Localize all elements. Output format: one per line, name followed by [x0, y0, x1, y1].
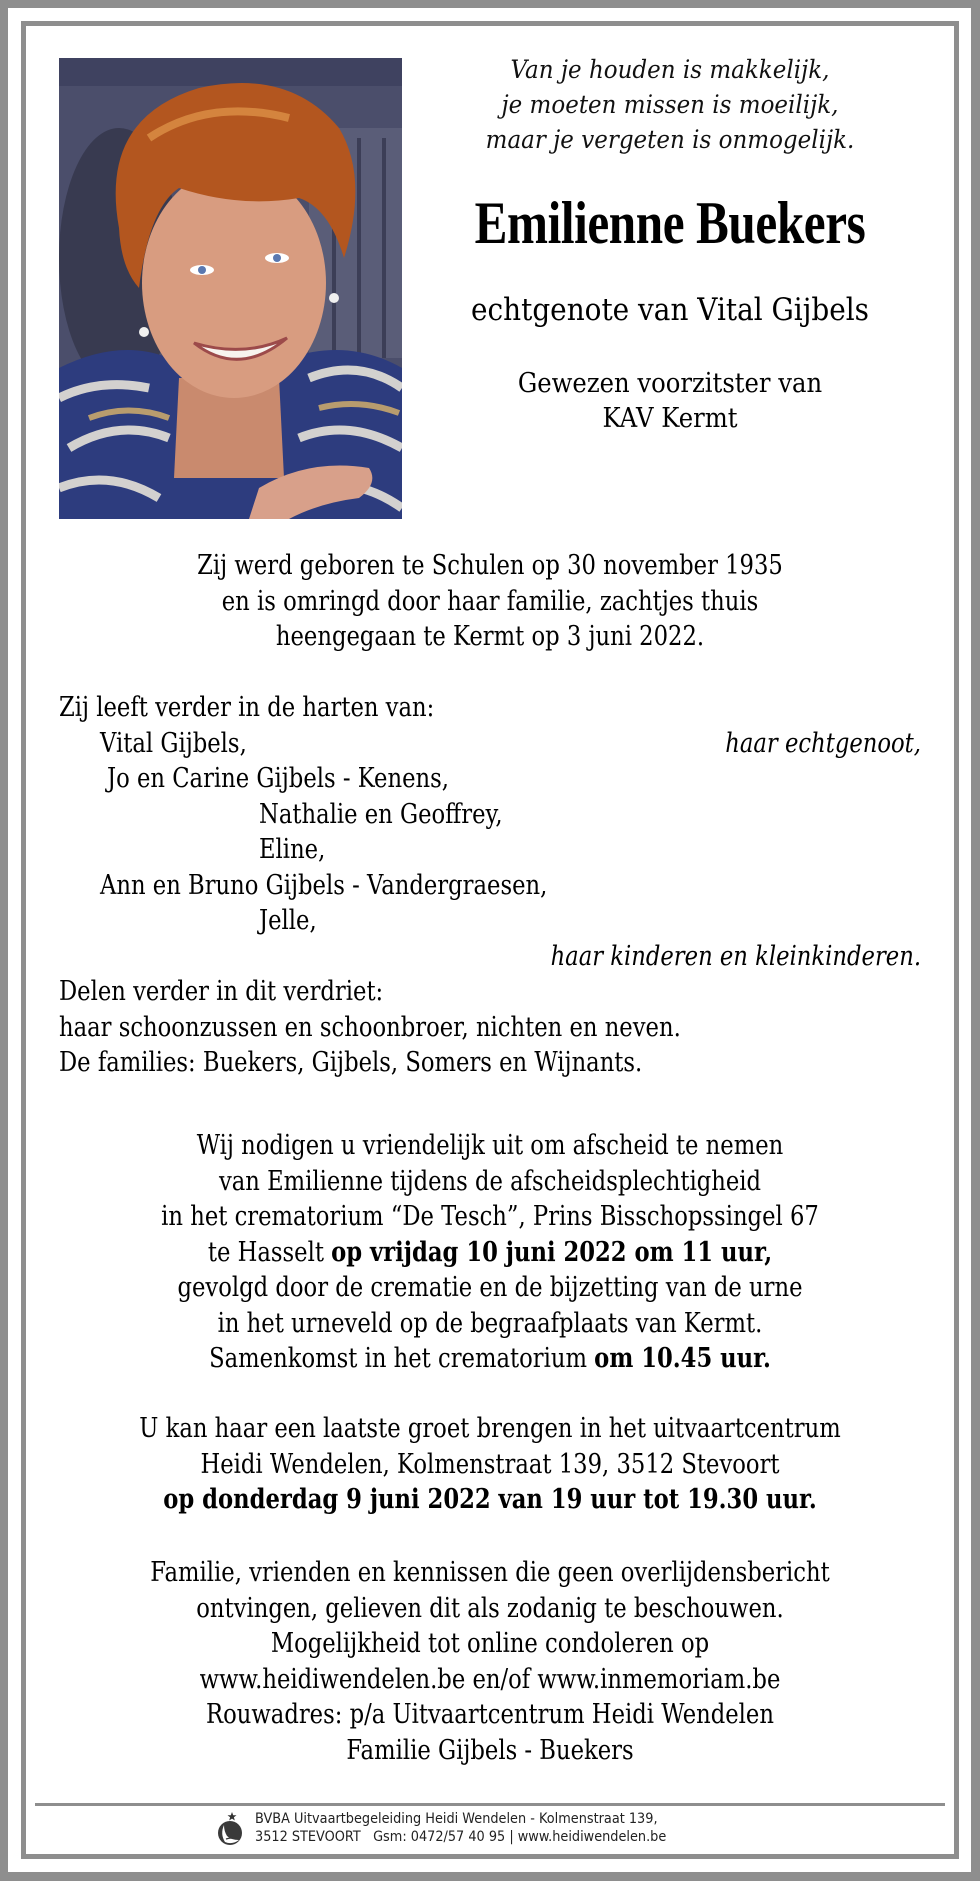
notice-paragraph [40, 1555, 940, 1768]
family-member: Nathalie en Geoffrey, [259, 798, 503, 830]
text-line: Zij werd geboren te Schulen op 30 november 1935 [197, 550, 783, 581]
family-row [59, 939, 919, 975]
text-line: in het crematorium “De Tesch”, Prins Bisschopssingel 67 [161, 1201, 819, 1232]
ceremony-date: op vrijdag 10 juni 2022 om 11 uur, [331, 1236, 773, 1268]
sharing-line: De families: Buekers, Gijbels, Somers en Wijnants. [59, 1047, 643, 1078]
role-line: Gewezen voorzitster van [517, 368, 823, 399]
poem-line: maar je vergeten is onmogelijk. [485, 125, 855, 154]
text-line: Mogelijkheid tot online condoleren op [270, 1628, 710, 1659]
poem [440, 52, 900, 157]
gathering-time: om 10.45 uur. [594, 1343, 771, 1374]
ceremony-date-line [112, 1235, 868, 1271]
family-row [59, 726, 919, 762]
text-line: in het urneveld op de begraafplaats van Kermt. [217, 1307, 763, 1339]
poem-line: Van je houden is makkelijk, [510, 55, 830, 84]
text-line: Wij nodigen u vriendelijk uit om afscheid te nemen [196, 1130, 784, 1161]
visit-paragraph [40, 1411, 940, 1518]
funeral-home-footer [215, 1810, 775, 1850]
family-signature: Familie Gijbels - Buekers [346, 1734, 634, 1766]
family-row [59, 761, 919, 797]
text-line: heengegaan te Kermt op 3 juni 2022. [275, 621, 705, 652]
family-member: Jelle, [259, 905, 317, 936]
text-line: en is omringd door haar familie, zachtjes thuis [221, 585, 759, 617]
text-line: ontvingen, gelieven dit als zodanig te beschouwen. [196, 1592, 784, 1624]
family-member: Eline, [259, 834, 326, 865]
text-line: Familie, vrienden en kennissen die geen overlijdensbericht [150, 1557, 830, 1588]
family-row [59, 903, 919, 939]
portrait-photo [59, 58, 402, 519]
footer-text [255, 1810, 666, 1846]
text-line: gevolgd door de crematie en de bijzetting van de urne [177, 1272, 803, 1303]
gathering-line [112, 1341, 868, 1377]
portrait-image [59, 58, 402, 519]
family-row [59, 868, 919, 904]
family-row [59, 832, 919, 868]
footer-divider [35, 1803, 945, 1806]
text-line: Heidi Wendelen, Kolmenstraat 139, 3512 Stevoort [200, 1448, 780, 1480]
family-member: Ann en Bruno Gijbels - Vandergraesen, [100, 869, 548, 901]
poem-line: je moeten missen is moeilijk, [501, 90, 839, 119]
visit-date: op donderdag 9 juni 2022 van 19 uur tot 19.30 uur. [163, 1484, 817, 1515]
relation-label: haar echtgenoot, [725, 727, 921, 759]
condolence-links: www.heidiwendelen.be en/of www.inmemoriam.be [199, 1663, 781, 1695]
text-fragment: Samenkomst in het crematorium [209, 1343, 595, 1374]
ceremony-paragraph [40, 1128, 940, 1377]
sharing-line: haar schoonzussen en schoonbroer, nichten en neven. [59, 1011, 681, 1043]
spouse-line: echtgenote van Vital Gijbels [471, 292, 869, 328]
family-member: Jo en Carine Gijbels - Kenens, [107, 763, 449, 794]
family-list [59, 690, 919, 1081]
mourning-address: Rouwadres: p/a Uitvaartcentrum Heidi Wendelen [206, 1699, 774, 1730]
birth-death-paragraph [40, 548, 940, 655]
text-fragment: te Hasselt [207, 1236, 332, 1268]
relation-label: haar kinderen en kleinkinderen. [550, 940, 921, 972]
sharing-intro: Delen verder in dit verdriet: [59, 976, 384, 1007]
family-member: Vital Gijbels, [100, 727, 247, 759]
text-line: van Emilienne tijdens de afscheidsplechtigheid [218, 1165, 762, 1197]
footer-line: 3512 STEVOORT Gsm: 0472/57 40 95 | www.heidiwendelen.be [255, 1829, 667, 1845]
family-row [59, 797, 919, 833]
family-intro: Zij leeft verder in de harten van: [59, 692, 435, 723]
footer-line: BVBA Uitvaartbegeleiding Heidi Wendelen - Kolmenstraat 139, [255, 1811, 658, 1827]
text-line: U kan haar een laatste groet brengen in het uitvaartcentrum [139, 1413, 841, 1444]
globe-star-logo-icon [215, 1812, 245, 1846]
role [445, 366, 895, 436]
role-line: KAV Kermt [602, 403, 738, 434]
deceased-name: Emilienne Buekers [474, 190, 866, 256]
